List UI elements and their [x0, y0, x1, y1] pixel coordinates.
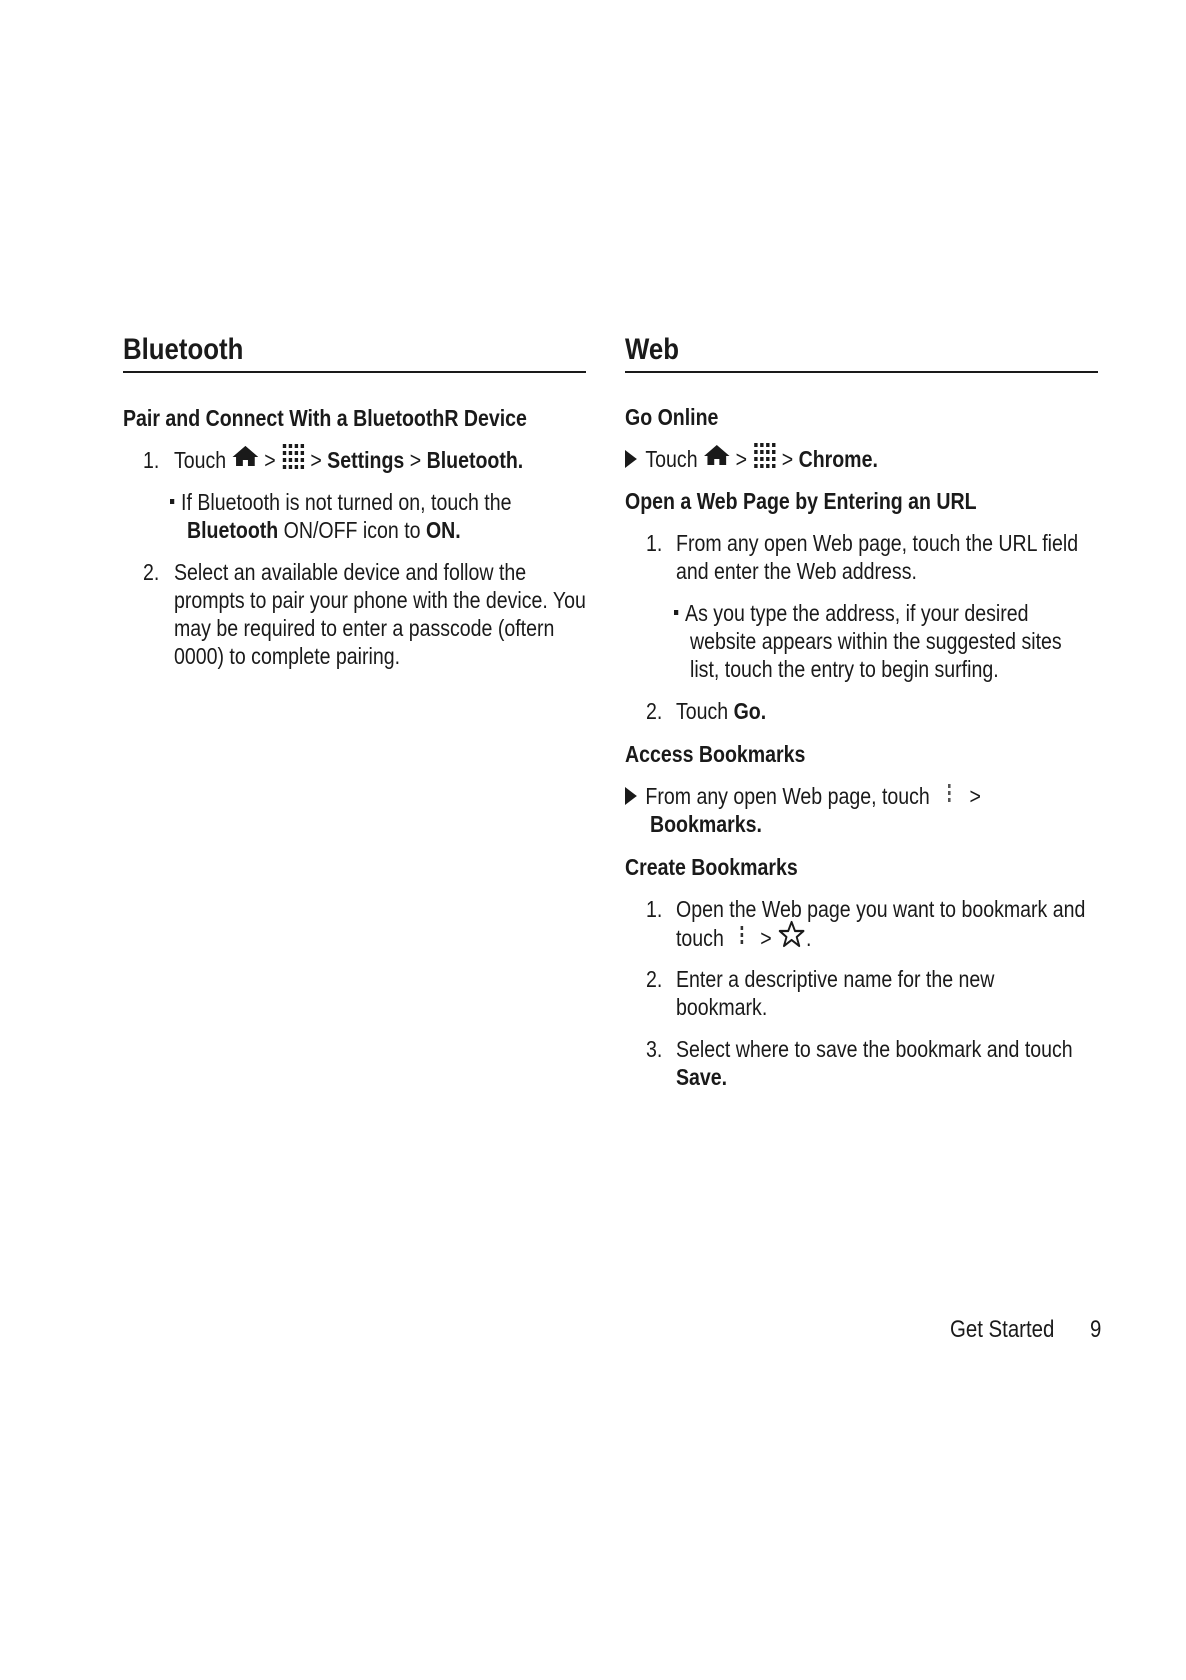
- step-number: 1.: [646, 896, 663, 922]
- step-1-line: Touch > > Settings > Bluetooth.: [174, 446, 523, 478]
- apps-grid-icon: [752, 442, 776, 474]
- bullet-line: website appears within the suggested sites: [690, 628, 1062, 654]
- heading-pair-connect: Pair and Connect With a BluetoothR Device: [123, 405, 527, 431]
- star-icon: [777, 920, 806, 954]
- step-number: 1.: [646, 530, 663, 556]
- menu-dots-icon: [947, 781, 952, 809]
- step-2-line: may be required to enter a passcode (oftern: [174, 615, 555, 641]
- bullet-line: If Bluetooth is not turned on, touch the: [170, 488, 511, 516]
- step-3-line: Save.: [676, 1064, 728, 1090]
- apps-grid-icon: [281, 443, 305, 475]
- step-number: 2.: [646, 966, 663, 992]
- web-section: [625, 330, 1098, 373]
- bullet-line: As you type the address, if your desired: [674, 599, 1028, 627]
- arrow-bullet-icon: [625, 450, 637, 468]
- heading-open-web-page: Open a Web Page by Entering an URL: [625, 488, 977, 514]
- heading-access-bookmarks: Access Bookmarks: [625, 741, 806, 767]
- menu-dots-icon: [739, 923, 744, 951]
- step-2-line: Select an available device and follow the: [174, 559, 527, 585]
- step-2-line: bookmark.: [676, 994, 768, 1020]
- step-2-line: prompts to pair your phone with the device. You: [174, 587, 586, 613]
- step-number: 1.: [143, 447, 160, 473]
- step-number: 3.: [646, 1036, 663, 1062]
- heading-create-bookmarks: Create Bookmarks: [625, 854, 798, 880]
- section-divider: [123, 371, 586, 373]
- go-online-line: Touch > > Chrome.: [625, 445, 878, 477]
- step-1-line: Open the Web page you want to bookmark and: [676, 896, 1086, 922]
- bullet-icon: [170, 499, 174, 504]
- step-1-line: touch > .: [676, 923, 811, 957]
- step-3-line: Select where to save the bookmark and touch: [676, 1036, 1073, 1062]
- access-bookmarks-line: From any open Web page, touch >: [625, 782, 981, 812]
- step-2-line: 0000) to complete pairing.: [174, 643, 401, 669]
- step-1-line: From any open Web page, touch the URL field: [676, 530, 1079, 556]
- page-number: 9: [1090, 1316, 1102, 1343]
- heading-go-online: Go Online: [625, 404, 719, 430]
- section-divider: [625, 371, 1098, 373]
- access-bookmarks-line: Bookmarks.: [650, 811, 762, 837]
- step-2-line: Enter a descriptive name for the new: [676, 966, 995, 992]
- arrow-bullet-icon: [625, 787, 637, 805]
- bullet-line: Bluetooth ON/OFF icon to ON.: [187, 517, 461, 543]
- bullet-line: list, touch the entry to begin surfing.: [690, 656, 999, 682]
- step-number: 2.: [143, 559, 160, 585]
- home-icon: [703, 444, 730, 472]
- step-2-line: Touch Go.: [676, 698, 767, 724]
- bullet-icon: [674, 610, 678, 615]
- step-1-line: and enter the Web address.: [676, 558, 917, 584]
- footer-section-name: Get Started: [950, 1316, 1055, 1343]
- step-number: 2.: [646, 698, 663, 724]
- home-icon: [232, 445, 259, 473]
- section-title-bluetooth: Bluetooth: [123, 333, 244, 366]
- bluetooth-section: [123, 330, 586, 373]
- section-title-web: Web: [625, 333, 680, 366]
